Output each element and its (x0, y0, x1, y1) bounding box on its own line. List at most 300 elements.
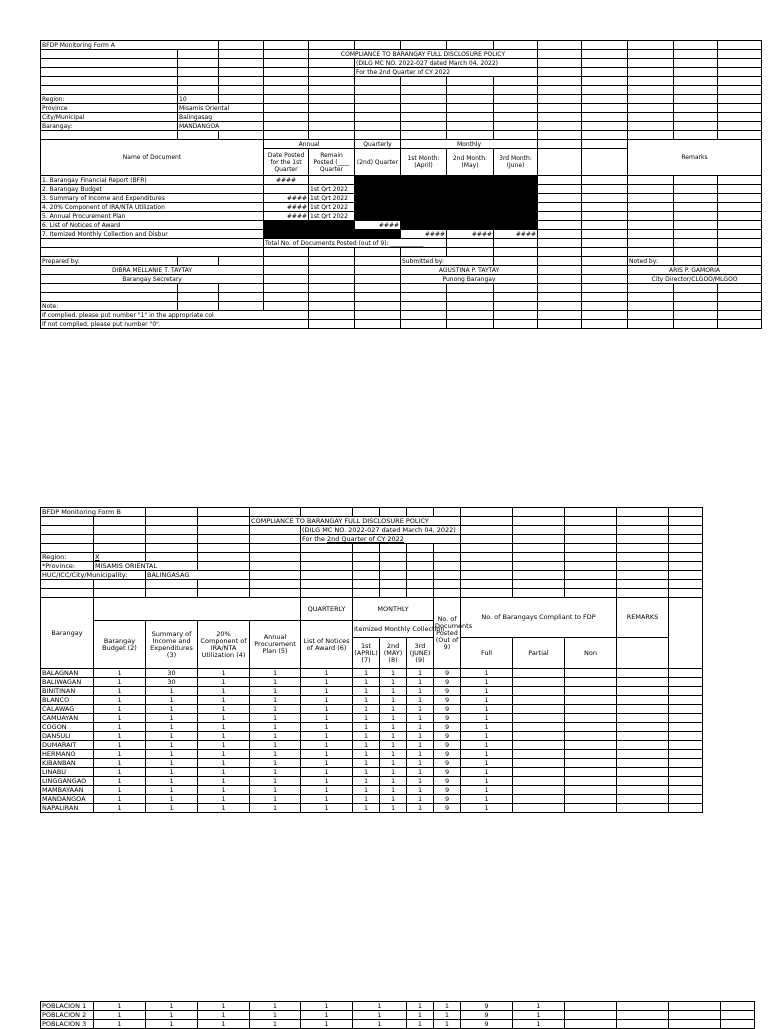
doc-date: #### (264, 176, 309, 185)
form-a-quarter: For the 2nd Quarter of CY 2022 (355, 68, 538, 77)
barangay-value: 9 (434, 786, 461, 795)
empty-cell (617, 714, 669, 723)
empty-cell (669, 687, 703, 696)
empty-cell (513, 687, 565, 696)
barangay-name: POBLACION 1 (41, 1002, 94, 1011)
barangay-value: 1 (407, 750, 434, 759)
barangay-name: DUMARAIT (41, 741, 94, 750)
barangay-value: 1 (353, 723, 380, 732)
doc-row (41, 176, 762, 185)
barangay-value: 1 (407, 723, 434, 732)
barangay-value: 9 (434, 714, 461, 723)
doc-date (264, 185, 309, 194)
barangay-value: 9 (434, 804, 461, 813)
barangay-value: 1 (461, 777, 513, 786)
barangay-value: 1 (407, 768, 434, 777)
col-monthly: Monthly (401, 140, 538, 149)
doc-date: #### (264, 203, 309, 212)
barangay-value: 9 (461, 1011, 513, 1020)
barangay-row (41, 741, 703, 750)
barangay-value: 1 (198, 714, 250, 723)
barangay-value: 1 (434, 1002, 461, 1011)
region-label-b: Region: (41, 553, 94, 562)
barangay-value: 1 (146, 705, 198, 714)
barangay-row (41, 786, 703, 795)
barangay-value: 1 (250, 696, 301, 705)
barangay-value: 1 (301, 759, 353, 768)
barangay-value: 1 (407, 714, 434, 723)
barangay-value: 1 (301, 1002, 353, 1011)
barangay-value: 1 (94, 714, 146, 723)
barangay-value: 1 (380, 723, 407, 732)
barangay-value: 9 (434, 723, 461, 732)
empty-cell (513, 804, 565, 813)
barangay-value: 1 (94, 678, 146, 687)
note-line-2: If not complied, please put number "0". (41, 320, 309, 329)
barangay-value: 9 (434, 777, 461, 786)
prepared-name: DIBRA MELLANIE T. TAYTAY (41, 266, 264, 275)
empty-cell (669, 732, 703, 741)
barangay-value: 1 (250, 1002, 301, 1011)
barangay-value: 1 (301, 741, 353, 750)
barangay-value: 1 (407, 759, 434, 768)
barangay-value: 1 (353, 750, 380, 759)
empty-cell (565, 768, 617, 777)
barangay-value: 1 (301, 768, 353, 777)
empty-cell (617, 768, 669, 777)
empty-cell (617, 696, 669, 705)
barangay-value: 1 (198, 687, 250, 696)
barangay-value: 1 (301, 786, 353, 795)
col-2nd: 2nd (MAY) (8) (380, 638, 407, 669)
barangay-value: 1 (407, 1020, 434, 1029)
barangay-value: 1 (353, 1011, 407, 1020)
empty-cell (669, 723, 703, 732)
barangay-value: 1 (353, 687, 380, 696)
empty-cell (513, 741, 565, 750)
doc-name: 2. Barangay Budget (41, 185, 264, 194)
empty-cell (565, 750, 617, 759)
barangay-value: 1 (353, 1002, 407, 1011)
barangay-value: 1 (407, 1011, 434, 1020)
barangay-value: 1 (198, 750, 250, 759)
barangay-value: 1 (250, 714, 301, 723)
barangay-name: KIBANBAN (41, 759, 94, 768)
col-remarks: Remarks (628, 140, 762, 176)
empty-cell (565, 1020, 617, 1029)
barangay-row (41, 768, 703, 777)
empty-cell (565, 1002, 617, 1011)
barangay-value: 1 (380, 750, 407, 759)
empty-cell (617, 795, 669, 804)
barangay-row (41, 687, 703, 696)
col-no-docs: No. of Documents Posted (Out of 9) (434, 598, 461, 669)
barangay-value: 1 (353, 696, 380, 705)
prepared-by-label: Prepared by: (41, 257, 178, 266)
empty-cell (617, 705, 669, 714)
barangay-value: 1 (407, 795, 434, 804)
doc-month-3: #### (494, 230, 538, 239)
barangay-value: 1 (461, 669, 513, 678)
barangay-value: 1 (461, 759, 513, 768)
empty-cell (669, 768, 703, 777)
empty-cell (617, 723, 669, 732)
barangay-value: 1 (146, 795, 198, 804)
barangay-value: 1 (146, 723, 198, 732)
barangay-value: 1 (94, 786, 146, 795)
barangay-value: 1 (146, 732, 198, 741)
barangay-value: 1 (380, 678, 407, 687)
note-line-1: If complied, please put number "1" in the appropriate col (41, 311, 309, 320)
barangay-value: 1 (198, 678, 250, 687)
barangay-value: 1 (353, 777, 380, 786)
barangay-value: 9 (461, 1020, 513, 1029)
barangay-value: 1 (461, 705, 513, 714)
form-b-continuation-table (40, 1001, 755, 1029)
barangay-value: 1 (353, 678, 380, 687)
barangay-value: 1 (407, 741, 434, 750)
barangay-name: CAMUAYAN (41, 714, 94, 723)
col-app: Annual Procurement Plan (5) (250, 621, 301, 669)
barangay-value: 1 (353, 795, 380, 804)
barangay-value: 9 (434, 687, 461, 696)
barangay-name: HERMANO (41, 750, 94, 759)
barangay-row (41, 759, 703, 768)
empty-cell (565, 669, 617, 678)
barangay-value: 1 (94, 1020, 146, 1029)
empty-cell (617, 687, 669, 696)
empty-cell (617, 786, 669, 795)
barangay-value: 1 (94, 795, 146, 804)
barangay-value: 1 (301, 669, 353, 678)
barangay-value: 1 (94, 768, 146, 777)
col-non: Non (565, 638, 617, 669)
col-remarks-b: REMARKS (617, 598, 669, 638)
barangay-value: 1 (301, 804, 353, 813)
barangay-name: CALAWAG (41, 705, 94, 714)
barangay-row (41, 750, 703, 759)
barangay-value: 1 (94, 732, 146, 741)
barangay-value: 1 (461, 687, 513, 696)
barangay-value: 9 (434, 750, 461, 759)
barangay-value: 1 (94, 759, 146, 768)
col-barangay: Barangay (41, 598, 94, 669)
barangay-value: 1 (250, 768, 301, 777)
barangay-value: 1 (407, 687, 434, 696)
barangay-value: 1 (301, 696, 353, 705)
col-name-of-document: Name of Document (41, 140, 264, 176)
empty-cell (721, 1011, 755, 1020)
barangay-value: 1 (380, 786, 407, 795)
barangay-value: 1 (461, 795, 513, 804)
empty-cell (617, 1011, 669, 1020)
province-value-b: MISAMIS ORIENTAL (94, 562, 198, 571)
barangay-value: 1 (198, 1020, 250, 1029)
barangay-value: 1 (94, 777, 146, 786)
barangay-value: 1 (146, 741, 198, 750)
barangay-value: 1 (301, 705, 353, 714)
barangay-value: 1 (380, 714, 407, 723)
col-monthly-b: MONTHLY (353, 598, 434, 621)
empty-cell (565, 777, 617, 786)
empty-cell (669, 795, 703, 804)
empty-cell (565, 696, 617, 705)
barangay-value: 1 (380, 777, 407, 786)
empty-cell (669, 1011, 721, 1020)
form-b-title: COMPLIANCE TO BARANGAY FULL DISCLOSURE POLICY (250, 517, 461, 526)
barangay-row (41, 723, 703, 732)
submitted-title: Punong Barangay (401, 275, 538, 284)
barangay-value: 9 (434, 768, 461, 777)
empty-cell (513, 714, 565, 723)
barangay-value: 1 (461, 714, 513, 723)
barangay-value: 1 (198, 741, 250, 750)
barangay-value: 1 (198, 1002, 250, 1011)
doc-name: 4. 20% Component of IRA/NTA Utilization (41, 203, 264, 212)
barangay-value: 1 (250, 1020, 301, 1029)
barangay-value: 1 (198, 795, 250, 804)
empty-cell (513, 705, 565, 714)
col-3rd: 3rd (JUNE) (9) (407, 638, 434, 669)
barangay-row (41, 669, 703, 678)
barangay-value: 1 (407, 804, 434, 813)
barangay-value: 1 (301, 723, 353, 732)
barangay-value: 1 (94, 1002, 146, 1011)
city-label-b: HUC/ICC/City/Municipality: (41, 571, 146, 580)
barangay-value: 9 (434, 705, 461, 714)
barangay-value: 1 (94, 750, 146, 759)
doc-name: 5. Annual Procurement Plan (41, 212, 264, 221)
barangay-value: 1 (146, 714, 198, 723)
barangay-value: 1 (250, 804, 301, 813)
barangay-name: BLANCO (41, 696, 94, 705)
prepared-title: Barangay Secretary (41, 275, 264, 284)
barangay-value: 1 (250, 750, 301, 759)
barangay-value: 30 (146, 678, 198, 687)
noted-name: ARIS P. GAMORIA (628, 266, 762, 275)
col-summary: Summary of Income and Expenditures (3) (146, 621, 198, 669)
doc-name: 1. Barangay Financial Report (BFR) (41, 176, 264, 185)
barangay-value: 1 (198, 723, 250, 732)
col-quarterly-b: QUARTERLY (301, 598, 353, 621)
barangay-name: BALAGNAN (41, 669, 94, 678)
barangay-name: POBLACION 3 (41, 1020, 94, 1029)
barangay-value: 1 (146, 777, 198, 786)
barangay-value: 1 (353, 714, 380, 723)
barangay-value: 1 (250, 795, 301, 804)
empty-cell (617, 750, 669, 759)
barangay-value: 1 (407, 705, 434, 714)
barangay-value: 1 (407, 777, 434, 786)
barangay-value: 1 (301, 777, 353, 786)
barangay-value: 1 (198, 768, 250, 777)
barangay-value: 1 (146, 759, 198, 768)
barangay-value: 9 (434, 741, 461, 750)
barangay-value: 1 (146, 804, 198, 813)
empty-cell (617, 777, 669, 786)
empty-cell (565, 723, 617, 732)
empty-cell (565, 732, 617, 741)
barangay-value: 9 (434, 678, 461, 687)
barangay-value: 1 (146, 768, 198, 777)
barangay-name: MANDANGOA (41, 795, 94, 804)
barangay-value: 1 (380, 768, 407, 777)
empty-cell (565, 678, 617, 687)
barangay-value: 1 (250, 759, 301, 768)
barangay-row (41, 705, 703, 714)
barangay-value: 1 (250, 777, 301, 786)
empty-cell (513, 750, 565, 759)
barangay-label: Barangay: (41, 122, 178, 131)
empty-cell (669, 705, 703, 714)
barangay-value: 1 (461, 732, 513, 741)
col-budget: Barangay Budget (2) (94, 621, 146, 669)
barangay-value: 1 (407, 1002, 434, 1011)
form-b-memo: (DILG MC NO. 2022-027 dated March 04, 2022) (301, 526, 461, 535)
barangay-value: 1 (407, 669, 434, 678)
barangay-value: 1 (407, 732, 434, 741)
barangay-value: 1 (353, 1020, 407, 1029)
col-partial: Partial (513, 638, 565, 669)
barangay-value: 1 (250, 678, 301, 687)
barangay-value: 1 (380, 669, 407, 678)
empty-cell (617, 732, 669, 741)
doc-name: 7. Itemized Monthly Collection and Disbur (41, 230, 264, 239)
barangay-value: 1 (407, 678, 434, 687)
col-1st: 1st (APRIL) (7) (353, 638, 380, 669)
barangay-value: 1 (301, 687, 353, 696)
barangay-value: 1 (301, 714, 353, 723)
barangay-row (41, 1002, 755, 1011)
barangay-value: 1 (198, 669, 250, 678)
col-2nd-month: 2nd Month: (May) (447, 149, 494, 176)
barangay-value: 1 (94, 669, 146, 678)
barangay-name: LINABU (41, 768, 94, 777)
doc-remain: 1st Qrt 2022 (309, 194, 355, 203)
empty-cell (513, 768, 565, 777)
empty-cell (669, 750, 703, 759)
col-annual: Annual (264, 140, 355, 149)
region-value: 10 (178, 95, 219, 104)
submitted-by-label: Submitted by: (401, 257, 494, 266)
col-itemized: Itemized Monthly Collection (353, 621, 434, 638)
col-2nd-quarter: (2nd) Quarter (355, 149, 401, 176)
empty-cell (669, 741, 703, 750)
barangay-value: 1 (198, 804, 250, 813)
barangay-value: 1 (94, 723, 146, 732)
barangay-value: 1 (94, 804, 146, 813)
barangay-value: 1 (146, 1011, 198, 1020)
empty-cell (721, 1020, 755, 1029)
barangay-value: 1 (198, 1011, 250, 1020)
form-b-table (40, 507, 703, 813)
barangay-value: 1 (94, 705, 146, 714)
doc-row (41, 203, 762, 212)
barangay-value: MANDANGOA (178, 122, 264, 131)
barangay-value: 1 (146, 1020, 198, 1029)
doc-row (41, 194, 762, 203)
empty-cell (617, 741, 669, 750)
barangay-value: 1 (94, 687, 146, 696)
barangay-value: 1 (353, 759, 380, 768)
doc-row (41, 221, 762, 230)
empty-cell (565, 741, 617, 750)
barangay-value: 1 (353, 705, 380, 714)
empty-cell (565, 705, 617, 714)
barangay-value: 1 (513, 1020, 565, 1029)
empty-cell (513, 777, 565, 786)
barangay-value: 9 (434, 759, 461, 768)
col-full: Full (461, 638, 513, 669)
empty-cell (669, 804, 703, 813)
barangay-name: BINITINAN (41, 687, 94, 696)
empty-cell (513, 759, 565, 768)
barangay-value: 1 (407, 786, 434, 795)
barangay-row (41, 795, 703, 804)
barangay-value: 1 (380, 795, 407, 804)
barangay-row (41, 1011, 755, 1020)
doc-quarter: #### (355, 221, 401, 230)
barangay-value: 1 (301, 795, 353, 804)
barangay-name: BALIWAGAN (41, 678, 94, 687)
empty-cell (513, 786, 565, 795)
barangay-value: 1 (513, 1011, 565, 1020)
barangay-value: 1 (461, 750, 513, 759)
barangay-value: 1 (434, 1020, 461, 1029)
quarter-prefix: For the (302, 534, 327, 543)
barangay-row (41, 732, 703, 741)
col-20pct: 20% Component of IRA/NTA Utilization (4) (198, 621, 250, 669)
barangay-row (41, 714, 703, 723)
form-a-label: BFDP Monitoring Form A (41, 41, 219, 50)
empty-cell (565, 714, 617, 723)
barangay-name: NAPALIRAN (41, 804, 94, 813)
barangay-value: 1 (380, 687, 407, 696)
doc-row (41, 230, 762, 239)
barangay-value: 1 (250, 741, 301, 750)
col-date-posted: Date Posted for the 1st Quarter (264, 149, 309, 176)
barangay-row (41, 1020, 755, 1029)
barangay-value: 1 (301, 1011, 353, 1020)
barangay-value: 1 (146, 696, 198, 705)
city-value-b: BALINGASAG (146, 571, 250, 580)
empty-cell (617, 1020, 669, 1029)
col-quarterly: Quarterly (355, 140, 401, 149)
barangay-value: 1 (94, 741, 146, 750)
barangay-value: 1 (461, 768, 513, 777)
empty-cell (617, 678, 669, 687)
empty-cell (617, 759, 669, 768)
doc-date: #### (264, 194, 309, 203)
barangay-value: 1 (353, 768, 380, 777)
barangay-value: 30 (146, 669, 198, 678)
empty-cell (669, 1020, 721, 1029)
col-notices: List of Notices of Award (6) (301, 621, 353, 669)
noted-by-label: Noted by: (628, 257, 674, 266)
barangay-name: MAMBAYAAN (41, 786, 94, 795)
barangay-name: POBLACION 2 (41, 1011, 94, 1020)
doc-remain: 1st Qrt 2022 (309, 203, 355, 212)
barangay-value: 1 (250, 786, 301, 795)
barangay-value: 1 (353, 669, 380, 678)
barangay-value: 9 (434, 732, 461, 741)
barangay-value: 1 (198, 696, 250, 705)
empty-cell (513, 732, 565, 741)
barangay-value: 1 (146, 750, 198, 759)
barangay-value: 1 (198, 759, 250, 768)
empty-cell (669, 696, 703, 705)
empty-cell (669, 786, 703, 795)
